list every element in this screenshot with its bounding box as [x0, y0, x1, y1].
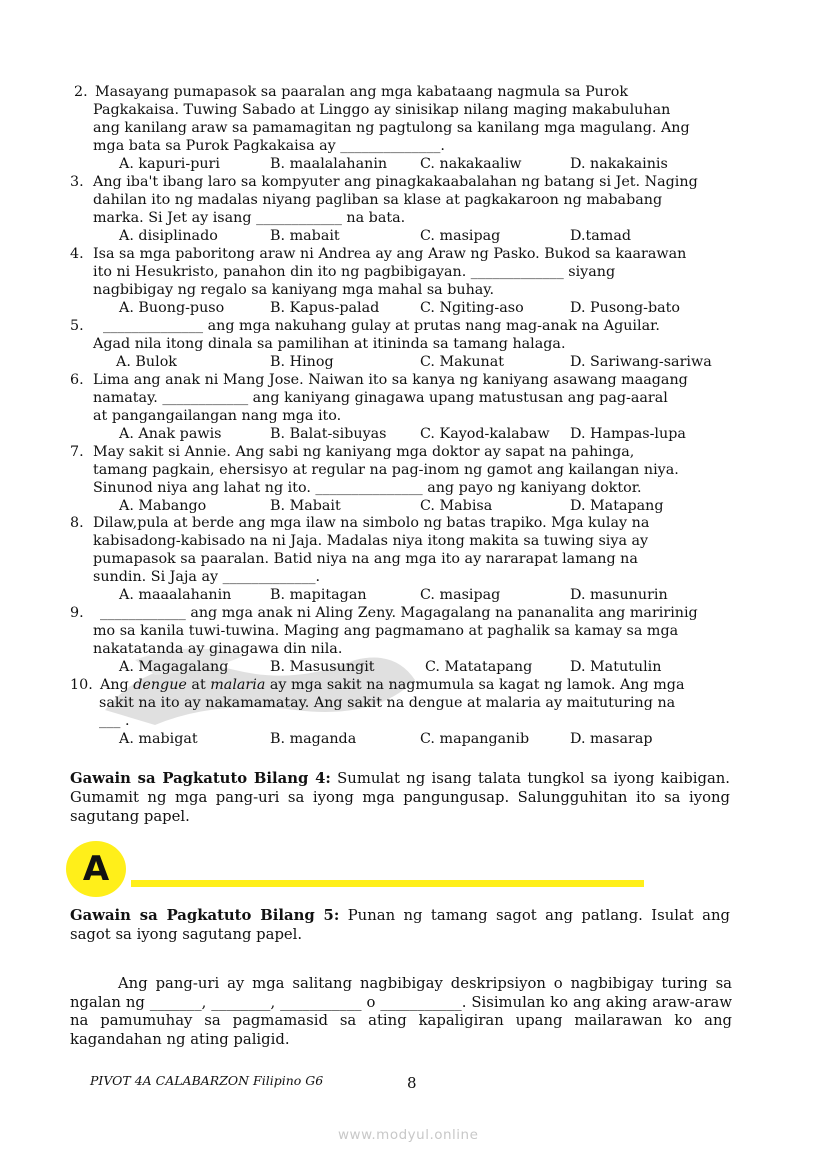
question-5	[70, 317, 730, 371]
gawain-4-instructions	[70, 769, 730, 826]
website-watermark: www.modyul.online	[338, 1127, 479, 1143]
gawain-5-label: Gawain sa Pagkatuto Bilang 5:	[70, 907, 340, 924]
option-d: D. Pusong-bato	[570, 300, 681, 316]
option-d: D. masunurin	[570, 587, 668, 603]
answer-options	[70, 155, 730, 173]
question-line: kabisadong-kabisado na ni Jaja. Madalas niya itong makita sa tuwing siya ay	[93, 533, 649, 549]
question-10	[70, 676, 730, 748]
answer-options	[70, 353, 730, 371]
question-number: 3.	[70, 174, 84, 190]
question-line: pumapasok sa paaralan. Batid niya na ang mga ito ay nararapat lamang na	[93, 551, 638, 567]
question-line: tamang pagkain, ehersisyo at regular na pag-inom ng gamot ang kailangan niya.	[93, 462, 679, 478]
option-a: A. Buong-puso	[119, 300, 225, 316]
section-letter: A	[82, 849, 110, 889]
option-d: D.tamad	[570, 228, 631, 244]
option-d: D. masarap	[570, 731, 653, 747]
question-number: 6.	[70, 372, 84, 388]
gawain-4-text: Sumulat ng isang talata tungkol sa iyong kaibigan. Gumamit ng mga pang-uri sa iyong mga pangungusap. Salungguhitan ito sa iyong sagutang papel.	[70, 770, 731, 825]
option-c: C. nakakaaliw	[420, 156, 522, 172]
footer-title: PIVOT 4A CALABARZON Filipino G6	[90, 1073, 324, 1088]
question-number: 7.	[70, 444, 84, 460]
option-b: B. Mabait	[270, 498, 341, 514]
option-b: B. Hinog	[270, 354, 334, 370]
option-b: B. Balat-sibuyas	[270, 426, 387, 442]
option-a: A. mabigat	[119, 731, 198, 747]
option-c: C. mapanganib	[420, 731, 530, 747]
question-line: ____________ ang mga anak ni Aling Zeny. Magagalang na pananalita ang maririnig	[100, 605, 698, 621]
question-8	[70, 514, 730, 604]
question-line: Dilaw,pula at berde ang mga ilaw na simbolo ng batas trapiko. Mga kulay na	[93, 515, 650, 531]
answer-options	[70, 425, 730, 443]
question-line: Ang dengue at malaria ay mga sakit na nagmumula sa kagat ng lamok. Ang mga	[100, 677, 685, 693]
answer-options	[70, 586, 730, 604]
question-9	[70, 604, 730, 676]
question-line: Agad nila itong dinala sa pamilihan at itininda sa tamang halaga.	[93, 336, 566, 352]
page-number: 8	[407, 1074, 417, 1092]
question-line: ___ .	[99, 713, 130, 729]
question-line: at pangangailangan nang mga ito.	[93, 408, 342, 424]
question-line: nakatatanda ay ginagawa din nila.	[93, 641, 343, 657]
option-c: C. Makunat	[420, 354, 505, 370]
option-a: A. Bulok	[116, 354, 177, 370]
option-b: B. maalalahanin	[270, 156, 388, 172]
option-a: A. Mabango	[119, 498, 207, 514]
option-b: B. mabait	[270, 228, 340, 244]
gawain-5-text: Punan ng tamang sagot ang patlang. Isulat ang sagot sa iyong sagutang papel.	[70, 907, 730, 943]
question-7	[70, 443, 730, 515]
question-line: Pagkakaisa. Tuwing Sabado at Linggo ay sinisikap nilang maging makabuluhan	[93, 102, 671, 118]
question-line: mo sa kanila tuwi-tuwina. Maging ang pagmamano at paghalik sa kamay sa mga	[93, 623, 679, 639]
question-2	[70, 83, 730, 173]
question-number: 5.	[70, 318, 84, 334]
section-a-badge	[66, 841, 126, 897]
option-a: A. disiplinado	[119, 228, 218, 244]
question-number: 4.	[70, 246, 84, 262]
question-line: marka. Si Jet ay isang ____________ na bata.	[93, 210, 406, 226]
question-line: Sinunod niya ang lahat ng ito. _______________ ang payo ng kaniyang doktor.	[93, 480, 642, 496]
option-b: B. mapitagan	[270, 587, 367, 603]
option-b: B. maganda	[270, 731, 357, 747]
question-number: 8.	[70, 515, 84, 531]
question-line: sakit na ito ay nakamamatay. Ang sakit na dengue at malaria ay maituturing na	[99, 695, 676, 711]
gawain-5-instructions	[70, 906, 730, 944]
answer-options	[70, 730, 730, 748]
question-line: ______________ ang mga nakuhang gulay at prutas nang mag-anak na Aguilar.	[103, 318, 660, 334]
question-6	[70, 371, 730, 443]
section-a-bar	[131, 880, 644, 887]
option-c: C. Kayod-kalabaw	[420, 426, 550, 442]
option-c: C. masipag	[420, 587, 501, 603]
option-d: D. Matutulin	[570, 659, 662, 675]
question-line: Masayang pumapasok sa paaralan ang mga kabataang nagmula sa Purok	[95, 84, 628, 100]
option-d: D. Sariwang-sariwa	[570, 354, 712, 370]
question-line: Isa sa mga paboritong araw ni Andrea ay ang Araw ng Pasko. Bukod sa kaarawan	[93, 246, 687, 262]
question-line: Ang iba't ibang laro sa kompyuter ang pinagkakaabalahan ng batang si Jet. Naging	[93, 174, 698, 190]
question-line: dahilan ito ng madalas niyang pagliban sa klase at pagkakaroon ng mababang	[93, 192, 663, 208]
option-d: D. nakakainis	[570, 156, 668, 172]
question-3	[70, 173, 730, 245]
question-line: sundin. Si Jaja ay _____________.	[93, 569, 321, 585]
question-line: ang kanilang araw sa pamamagitan ng pagtulong sa kanilang mga magulang. Ang	[93, 120, 690, 136]
option-c: C. Matatapang	[425, 659, 533, 675]
question-line: May sakit si Annie. Ang sabi ng kaniyang mga doktor ay sapat na pahinga,	[93, 444, 635, 460]
answer-options	[70, 227, 730, 245]
option-c: C. Mabisa	[420, 498, 493, 514]
fill-in-paragraph: Ang pang-uri ay mga salitang nagbibigay deskripsiyon o nagbibigay turing sa ngalan ng _______, ________, ___________ o ___________. Sisimulan ko ang aking araw-araw na pamumuhay sa pagmamasid sa ating kapaligiran upang mailarawan ko ang kagandahan ng ating paligid.	[70, 975, 732, 1048]
question-number: 9.	[70, 605, 84, 621]
question-4	[70, 245, 730, 317]
answer-options	[70, 299, 730, 317]
option-d: D. Matapang	[570, 498, 664, 514]
question-number: 10.	[70, 677, 93, 693]
question-line: ito ni Hesukristo, panahon din ito ng pagbibigayan. _____________ siyang	[93, 264, 616, 280]
question-line: namatay. ____________ ang kaniyang ginagawa upang matustusan ang pag-aaral	[93, 390, 668, 406]
question-number: 2.	[74, 84, 88, 100]
option-b: B. Masusungit	[270, 659, 375, 675]
option-c: C. Ngiting-aso	[420, 300, 524, 316]
option-b: B. Kapus-palad	[270, 300, 380, 316]
question-line: Lima ang anak ni Mang Jose. Naiwan ito sa kanya ng kaniyang asawang maagang	[93, 372, 688, 388]
answer-options	[70, 658, 730, 676]
question-line: mga bata sa Purok Pagkakaisa ay ______________.	[93, 138, 445, 154]
question-line: nagbibigay ng regalo sa kaniyang mga mahal sa buhay.	[93, 282, 495, 298]
answer-options	[70, 497, 730, 515]
option-a: A. kapuri-puri	[119, 156, 220, 172]
option-a: A. Magagalang	[119, 659, 229, 675]
gawain-4-label: Gawain sa Pagkatuto Bilang 4:	[70, 770, 331, 787]
option-d: D. Hampas-lupa	[570, 426, 686, 442]
option-a: A. Anak pawis	[119, 426, 222, 442]
option-a: A. maaalahanin	[119, 587, 232, 603]
option-c: C. masipag	[420, 228, 501, 244]
